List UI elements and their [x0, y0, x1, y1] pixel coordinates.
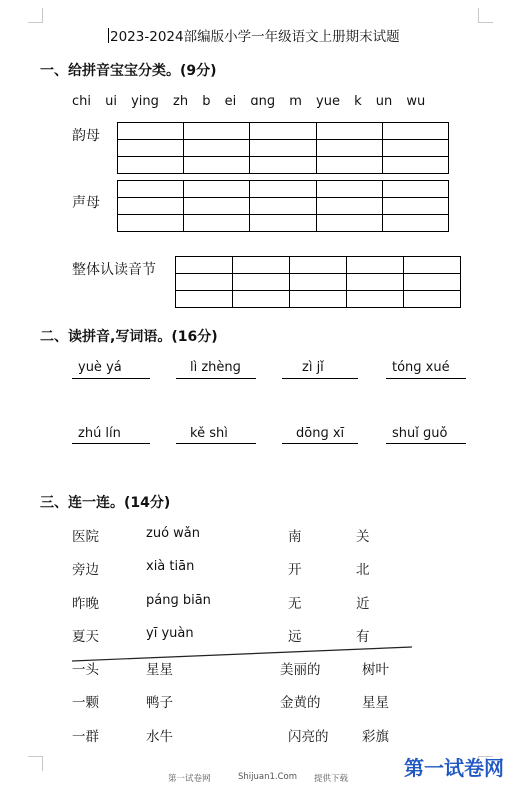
page-title: 2023-2024部编版小学一年级语文上册期末试题	[110, 29, 400, 45]
match-word[interactable]: 一头	[72, 662, 99, 678]
match-word[interactable]: 星星	[146, 662, 173, 678]
match-pinyin[interactable]: yī yuàn	[146, 626, 194, 641]
match-char[interactable]: 有	[356, 629, 370, 645]
pinyin-list: chi ui ying zh b ei ɑnɡ m yue k un wu	[72, 94, 426, 109]
footer-site-name: 第一试卷网	[168, 774, 211, 784]
page-corner-mark	[28, 756, 43, 771]
match-pinyin[interactable]: zuó wǎn	[146, 526, 200, 541]
match-char[interactable]: 南	[288, 529, 302, 545]
brand-watermark: 第一试卷网	[404, 756, 504, 780]
match-word[interactable]: 星星	[362, 695, 389, 711]
pinyin-prompt: yuè yá	[78, 360, 122, 375]
match-word[interactable]: 鸭子	[146, 695, 173, 711]
label-shengmu: 声母	[72, 195, 100, 211]
pinyin-prompt: dōnɡ xī	[296, 426, 345, 441]
match-char[interactable]: 开	[288, 562, 302, 578]
match-word[interactable]: 昨晚	[72, 596, 99, 612]
section-3-heading: 三、连一连。(14分)	[40, 495, 171, 511]
match-pinyin[interactable]: pánɡ biān	[146, 593, 211, 608]
match-word[interactable]: 闪亮的	[288, 729, 329, 745]
match-word[interactable]: 金黄的	[280, 695, 321, 711]
pinyin-prompt: zhú lín	[78, 426, 121, 441]
shengmu-grid[interactable]	[117, 180, 449, 232]
zhengti-grid[interactable]	[175, 256, 461, 308]
section-2-heading: 二、读拼音,写词语。(16分)	[40, 329, 218, 345]
footer-download: 提供下载	[314, 774, 349, 784]
answer-line[interactable]	[282, 443, 358, 444]
match-word[interactable]: 一颗	[72, 695, 99, 711]
match-char[interactable]: 远	[288, 629, 302, 645]
match-char[interactable]: 无	[288, 596, 302, 612]
match-word[interactable]: 一群	[72, 729, 99, 745]
label-zhengti: 整体认读音节	[72, 262, 156, 278]
match-word[interactable]: 夏天	[72, 629, 99, 645]
match-char[interactable]: 近	[356, 596, 370, 612]
match-char[interactable]: 关	[356, 529, 370, 545]
answer-line[interactable]	[72, 378, 150, 379]
answer-line[interactable]	[176, 378, 256, 379]
match-pinyin[interactable]: xià tiān	[146, 559, 195, 574]
pinyin-prompt: tónɡ xué	[392, 360, 450, 375]
page-corner-mark	[28, 8, 43, 23]
label-yunmu: 韵母	[72, 128, 100, 144]
yunmu-grid[interactable]	[117, 122, 449, 174]
answer-line[interactable]	[386, 378, 466, 379]
text-cursor	[108, 28, 109, 43]
divider-line	[72, 644, 412, 664]
match-word[interactable]: 医院	[72, 529, 99, 545]
pinyin-prompt: lì zhènɡ	[190, 360, 241, 375]
match-word[interactable]: 水牛	[146, 729, 173, 745]
match-char[interactable]: 北	[356, 562, 370, 578]
answer-line[interactable]	[282, 378, 358, 379]
section-1-heading: 一、给拼音宝宝分类。(9分)	[40, 63, 217, 79]
answer-line[interactable]	[176, 443, 256, 444]
match-word[interactable]: 旁边	[72, 562, 99, 578]
pinyin-prompt: shuǐ ɡuǒ	[392, 426, 448, 441]
page-corner-mark	[478, 8, 493, 23]
pinyin-prompt: kě shì	[190, 426, 228, 441]
pinyin-prompt: zì jǐ	[302, 360, 324, 375]
footer-site-url: Shijuan1.Com	[238, 772, 298, 782]
answer-line[interactable]	[386, 443, 466, 444]
answer-line[interactable]	[72, 443, 150, 444]
match-word[interactable]: 美丽的	[280, 662, 321, 678]
match-word[interactable]: 树叶	[362, 662, 389, 678]
match-word[interactable]: 彩旗	[362, 729, 389, 745]
